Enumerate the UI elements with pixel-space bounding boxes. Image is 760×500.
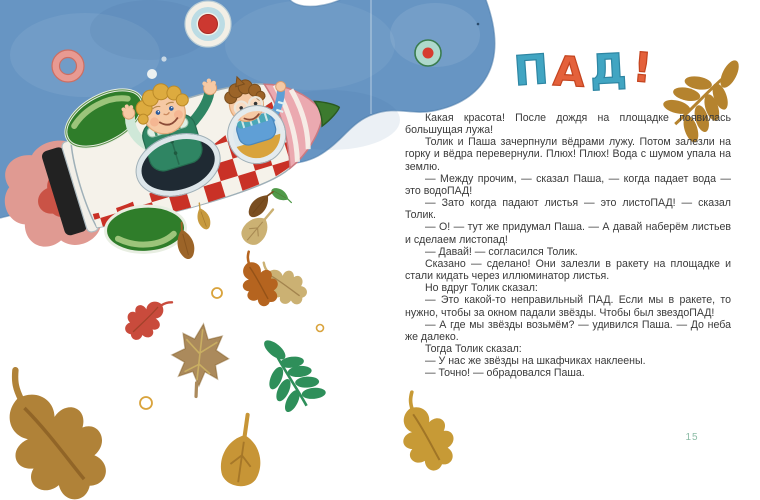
story-text xyxy=(405,112,731,379)
leaf-gold-birch xyxy=(218,412,267,489)
planet xyxy=(185,1,231,47)
story-paragraph: Тогда Толик сказал: xyxy=(425,342,522,355)
story-paragraph: — У нас же звёзды на шкафчиках наклеены. xyxy=(425,355,646,368)
story-paragraph: Какая красота! После дождя на площадке появилась большущая лужа! xyxy=(405,112,731,137)
leaf-gold-oak xyxy=(382,385,464,478)
leaf-green-small xyxy=(269,185,294,205)
target-circle xyxy=(415,40,441,66)
title-letter: П xyxy=(512,44,555,96)
story-paragraph: Сказано — сделано! Они залезли в ракету на площадке и стали кидать через иллюминатор листья. xyxy=(405,257,731,283)
story-paragraph: — Это какой-то неправильный ПАД. Если мы в ракете, то нужно, чтобы за окном падали звёзды. Чтобы был звездоПАД! xyxy=(405,294,731,319)
leaf-maple xyxy=(167,320,233,400)
story-paragraph: — Зато когда падают листья — это листоПАД! — сказал Толик. xyxy=(405,197,731,222)
chapter-title xyxy=(498,43,673,97)
title-letter: ! xyxy=(631,43,660,93)
story-paragraph: — Между прочим, — сказал Паша, — когда падает вода — это водоПАД! xyxy=(405,172,731,197)
ring-bubble xyxy=(212,288,222,298)
story-paragraph: — Давай! — согласился Толик. xyxy=(425,245,578,258)
leaf-big-oak xyxy=(0,354,125,500)
story-paragraph: Но вдруг Толик сказал: xyxy=(425,282,538,295)
story-paragraph: — А где мы звёзды возьмём? — удивился Паша. — До неба же далеко. xyxy=(405,318,731,343)
story-paragraph: — Точно! — обрадовался Паша. xyxy=(425,367,585,380)
ring-bubble xyxy=(140,397,152,409)
leaf-green-rowan xyxy=(243,326,332,423)
title-letter: А xyxy=(551,47,592,97)
title-letter: Д xyxy=(588,43,633,95)
speck xyxy=(477,23,480,26)
story-paragraph: — О! — тут же придумал Паша. — А давай наберём листьев и сделаем листопад! xyxy=(405,221,731,246)
leaf-brown-small xyxy=(245,186,277,221)
leaf-red-oak xyxy=(118,286,178,346)
page-number: 15 xyxy=(685,432,699,443)
story-paragraph: Толик и Паша зачерпнули вёдрами лужу. Потом залезли на горку и вёдра перевернули. Плюх! Плюх! Вода с шумом упала на землю. xyxy=(405,136,731,173)
ring-bubble xyxy=(317,325,324,332)
